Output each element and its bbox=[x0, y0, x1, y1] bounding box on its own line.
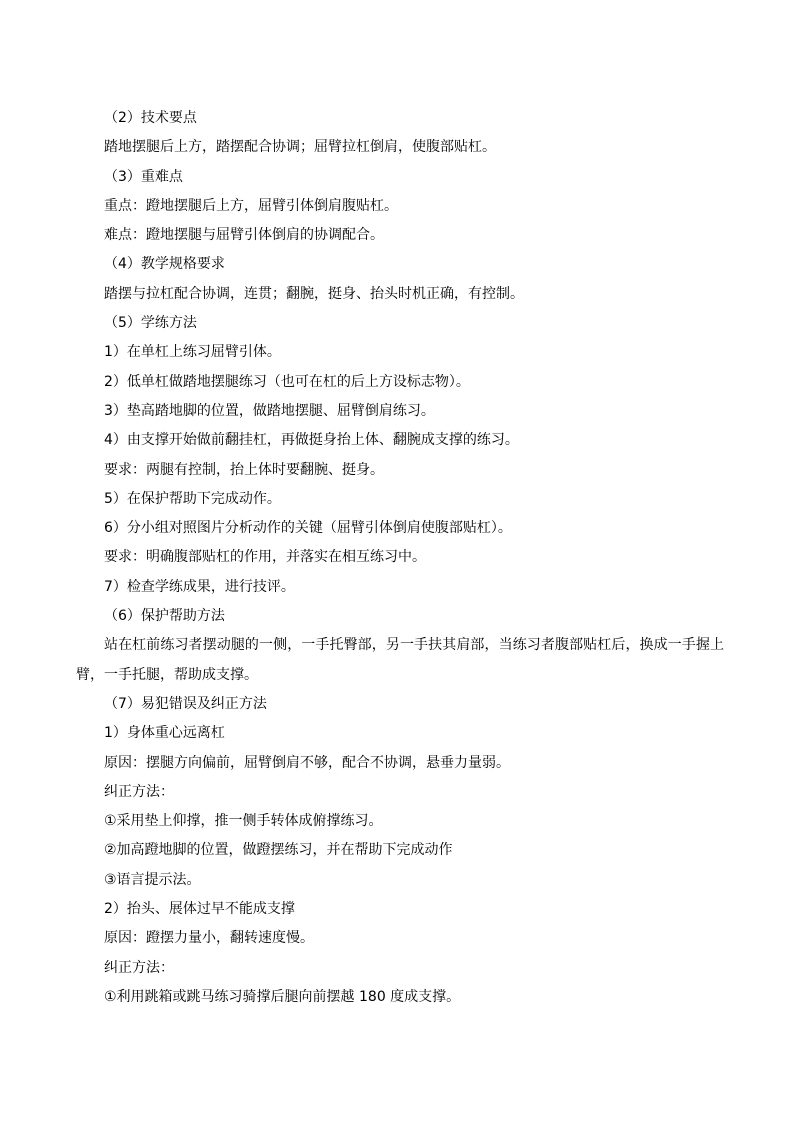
text-line: 2）低单杠做踏地摆腿练习（也可在杠的后上方设标志物）。 bbox=[104, 373, 470, 390]
text-line: 踏摆与拉杠配合协调，连贯；翻腕，挺身、抬头时机正确，有控制。 bbox=[104, 285, 524, 302]
text-line: 5）在保护帮助下完成动作。 bbox=[104, 490, 281, 507]
text-line: 2）抬头、展体过早不能成支撑 bbox=[104, 901, 295, 918]
text-block-upper bbox=[104, 104, 724, 631]
section-heading: （3）重难点 bbox=[104, 168, 183, 185]
text-line: ①采用垫上仰撑，推一侧手转体成俯撑练习。 bbox=[104, 813, 383, 830]
text-line: 7）检查学练成果，进行技评。 bbox=[104, 578, 295, 595]
paragraph-protection-method: 站在杠前练习者摆动腿的一侧，一手托臀部，另一手扶其肩部，当练习者腹部贴杠后，换成一手握上臂，一手托腿，帮助成支撑。 bbox=[76, 637, 724, 683]
text-block-lower bbox=[104, 690, 724, 1012]
section-heading: （4）教学规格要求 bbox=[104, 256, 225, 273]
text-line: 1）在单杠上练习屈臂引体。 bbox=[104, 344, 281, 361]
text-line: 要求：两腿有控制，抬上体时要翻腕、挺身。 bbox=[104, 461, 384, 478]
text-line: 重点：蹬地摆腿后上方，屈臂引体倒肩腹贴杠。 bbox=[104, 197, 398, 214]
text-line: 踏地摆腿后上方，踏摆配合协调；屈臂拉杠倒肩，使腹部贴杠。 bbox=[104, 139, 496, 156]
section-heading: （6）保护帮助方法 bbox=[104, 608, 225, 625]
text-line: 原因：蹬摆力量小，翻转速度慢。 bbox=[104, 930, 314, 947]
text-line: 原因：摆腿方向偏前，屈臂倒肩不够，配合不协调，悬垂力量弱。 bbox=[104, 754, 510, 771]
section-heading: （2）技术要点 bbox=[104, 110, 197, 126]
text-line: 纠正方法： bbox=[104, 959, 174, 976]
text-line: 1）身体重心远离杠 bbox=[104, 725, 225, 742]
text-line: 难点：蹬地摆腿与屈臂引体倒肩的协调配合。 bbox=[104, 227, 384, 244]
text-line: ②加高蹬地脚的位置，做蹬摆练习，并在帮助下完成动作 bbox=[104, 842, 453, 859]
text-line: 6）分小组对照图片分析动作的关键（屈臂引体倒肩使腹部贴杠）。 bbox=[104, 520, 512, 537]
text-line: 要求：明确腹部贴杠的作用，并落实在相互练习中。 bbox=[104, 549, 426, 566]
text-line: 3）垫高踏地脚的位置，做踏地摆腿、屈臂倒肩练习。 bbox=[104, 402, 435, 419]
document-body bbox=[76, 104, 724, 1012]
text-line: ③语言提示法。 bbox=[104, 871, 201, 888]
text-line: 纠正方法： bbox=[104, 783, 174, 800]
section-heading: （7）易犯错误及纠正方法 bbox=[104, 695, 267, 712]
text-line: ①利用跳箱或跳马练习骑撑后腿向前摆越 180 度成支撑。 bbox=[104, 988, 461, 1005]
text-line: 4）由支撑开始做前翻挂杠，再做挺身抬上体、翻腕成支撑的练习。 bbox=[104, 432, 519, 449]
section-heading: （5）学练方法 bbox=[104, 315, 197, 332]
